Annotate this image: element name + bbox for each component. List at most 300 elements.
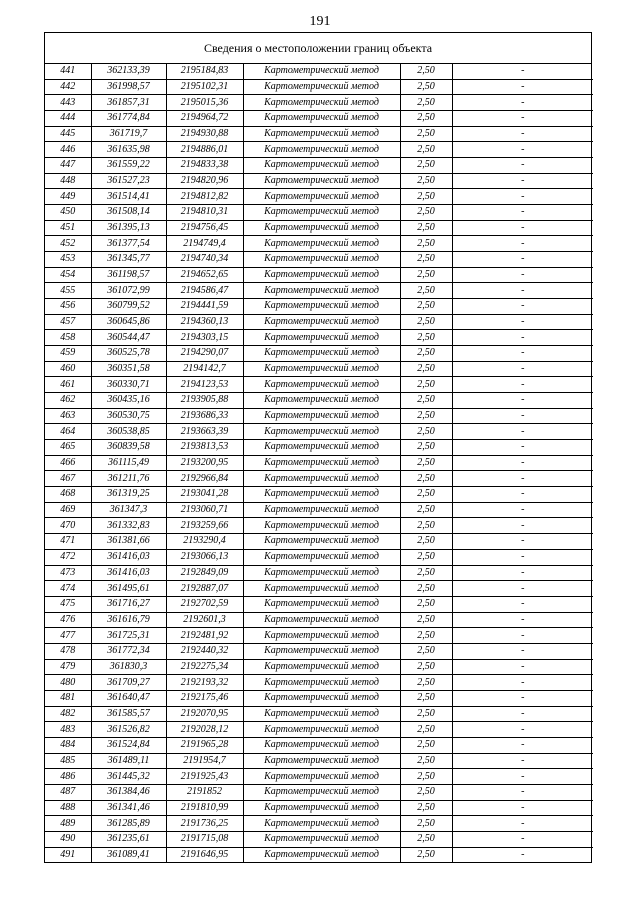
table-row xyxy=(45,487,593,503)
table-row xyxy=(45,549,593,565)
method-cell: Картометрический метод xyxy=(243,330,400,346)
y-coordinate-cell: 2194652,65 xyxy=(166,267,243,283)
x-coordinate-cell: 361445,32 xyxy=(91,769,166,785)
table-row xyxy=(45,111,593,127)
y-coordinate-cell: 2195184,83 xyxy=(166,64,243,79)
point-number-cell: 474 xyxy=(45,581,91,597)
x-coordinate-cell: 361089,41 xyxy=(91,847,166,862)
method-cell: Картометрический метод xyxy=(243,690,400,706)
y-coordinate-cell: 2192849,09 xyxy=(166,565,243,581)
accuracy-cell: 2,50 xyxy=(400,565,452,581)
point-number-cell: 471 xyxy=(45,534,91,550)
method-cell: Картометрический метод xyxy=(243,142,400,158)
y-coordinate-cell: 2193290,4 xyxy=(166,534,243,550)
y-coordinate-cell: 2193200,95 xyxy=(166,455,243,471)
table-row xyxy=(45,283,593,299)
y-coordinate-cell: 2192193,32 xyxy=(166,675,243,691)
accuracy-cell: 2,50 xyxy=(400,64,452,79)
method-cell: Картометрический метод xyxy=(243,518,400,534)
accuracy-cell: 2,50 xyxy=(400,706,452,722)
accuracy-cell: 2,50 xyxy=(400,690,452,706)
y-coordinate-cell: 2192440,32 xyxy=(166,643,243,659)
point-number-cell: 461 xyxy=(45,377,91,393)
accuracy-cell: 2,50 xyxy=(400,518,452,534)
x-coordinate-cell: 361709,27 xyxy=(91,675,166,691)
method-cell: Картометрический метод xyxy=(243,424,400,440)
table-row xyxy=(45,299,593,315)
x-coordinate-cell: 360645,86 xyxy=(91,314,166,330)
method-cell: Картометрический метод xyxy=(243,612,400,628)
description-cell: - xyxy=(452,534,593,550)
table-row xyxy=(45,440,593,456)
y-coordinate-cell: 2192070,95 xyxy=(166,706,243,722)
description-cell: - xyxy=(452,283,593,299)
description-cell: - xyxy=(452,377,593,393)
point-number-cell: 460 xyxy=(45,361,91,377)
table-row xyxy=(45,690,593,706)
x-coordinate-cell: 361347,3 xyxy=(91,502,166,518)
point-number-cell: 490 xyxy=(45,831,91,847)
x-coordinate-cell: 361857,31 xyxy=(91,95,166,111)
table-row xyxy=(45,64,593,79)
y-coordinate-cell: 2193041,28 xyxy=(166,487,243,503)
point-number-cell: 445 xyxy=(45,126,91,142)
description-cell: - xyxy=(452,847,593,862)
point-number-cell: 462 xyxy=(45,393,91,409)
description-cell: - xyxy=(452,126,593,142)
table-row xyxy=(45,612,593,628)
point-number-cell: 488 xyxy=(45,800,91,816)
y-coordinate-cell: 2191925,43 xyxy=(166,769,243,785)
table-row xyxy=(45,408,593,424)
accuracy-cell: 2,50 xyxy=(400,722,452,738)
y-coordinate-cell: 2193813,53 xyxy=(166,440,243,456)
table-row xyxy=(45,361,593,377)
description-cell: - xyxy=(452,455,593,471)
x-coordinate-cell: 361395,13 xyxy=(91,220,166,236)
x-coordinate-cell: 361719,7 xyxy=(91,126,166,142)
y-coordinate-cell: 2191965,28 xyxy=(166,737,243,753)
point-number-cell: 489 xyxy=(45,816,91,832)
method-cell: Картометрический метод xyxy=(243,784,400,800)
x-coordinate-cell: 361585,57 xyxy=(91,706,166,722)
description-cell: - xyxy=(452,205,593,221)
description-cell: - xyxy=(452,142,593,158)
x-coordinate-cell: 361235,61 xyxy=(91,831,166,847)
coordinates-table xyxy=(45,64,593,862)
table-row xyxy=(45,455,593,471)
point-number-cell: 482 xyxy=(45,706,91,722)
table-row xyxy=(45,142,593,158)
point-number-cell: 454 xyxy=(45,267,91,283)
description-cell: - xyxy=(452,220,593,236)
point-number-cell: 465 xyxy=(45,440,91,456)
table-row xyxy=(45,330,593,346)
method-cell: Картометрический метод xyxy=(243,706,400,722)
description-cell: - xyxy=(452,596,593,612)
point-number-cell: 456 xyxy=(45,299,91,315)
table-body xyxy=(45,64,593,862)
table-row xyxy=(45,346,593,362)
method-cell: Картометрический метод xyxy=(243,393,400,409)
coordinates-frame xyxy=(44,32,592,863)
description-cell: - xyxy=(452,502,593,518)
description-cell: - xyxy=(452,299,593,315)
y-coordinate-cell: 2191736,25 xyxy=(166,816,243,832)
point-number-cell: 464 xyxy=(45,424,91,440)
point-number-cell: 452 xyxy=(45,236,91,252)
point-number-cell: 458 xyxy=(45,330,91,346)
point-number-cell: 476 xyxy=(45,612,91,628)
method-cell: Картометрический метод xyxy=(243,659,400,675)
accuracy-cell: 2,50 xyxy=(400,471,452,487)
description-cell: - xyxy=(452,487,593,503)
description-cell: - xyxy=(452,361,593,377)
method-cell: Картометрический метод xyxy=(243,471,400,487)
x-coordinate-cell: 361341,46 xyxy=(91,800,166,816)
description-cell: - xyxy=(452,79,593,95)
description-cell: - xyxy=(452,581,593,597)
table-row xyxy=(45,95,593,111)
y-coordinate-cell: 2194756,45 xyxy=(166,220,243,236)
method-cell: Картометрический метод xyxy=(243,173,400,189)
point-number-cell: 485 xyxy=(45,753,91,769)
y-coordinate-cell: 2194303,15 xyxy=(166,330,243,346)
description-cell: - xyxy=(452,408,593,424)
x-coordinate-cell: 361774,84 xyxy=(91,111,166,127)
table-row xyxy=(45,784,593,800)
table-row xyxy=(45,753,593,769)
table-row xyxy=(45,79,593,95)
description-cell: - xyxy=(452,252,593,268)
y-coordinate-cell: 2194749,4 xyxy=(166,236,243,252)
description-cell: - xyxy=(452,565,593,581)
description-cell: - xyxy=(452,95,593,111)
point-number-cell: 481 xyxy=(45,690,91,706)
point-number-cell: 470 xyxy=(45,518,91,534)
point-number-cell: 477 xyxy=(45,628,91,644)
description-cell: - xyxy=(452,690,593,706)
table-row xyxy=(45,769,593,785)
method-cell: Картометрический метод xyxy=(243,581,400,597)
method-cell: Картометрический метод xyxy=(243,314,400,330)
accuracy-cell: 2,50 xyxy=(400,769,452,785)
y-coordinate-cell: 2192175,46 xyxy=(166,690,243,706)
accuracy-cell: 2,50 xyxy=(400,79,452,95)
description-cell: - xyxy=(452,753,593,769)
point-number-cell: 448 xyxy=(45,173,91,189)
table-row xyxy=(45,471,593,487)
table-row xyxy=(45,659,593,675)
description-cell: - xyxy=(452,831,593,847)
accuracy-cell: 2,50 xyxy=(400,361,452,377)
description-cell: - xyxy=(452,612,593,628)
point-number-cell: 444 xyxy=(45,111,91,127)
table-row xyxy=(45,377,593,393)
method-cell: Картометрический метод xyxy=(243,596,400,612)
y-coordinate-cell: 2191954,7 xyxy=(166,753,243,769)
method-cell: Картометрический метод xyxy=(243,189,400,205)
method-cell: Картометрический метод xyxy=(243,831,400,847)
x-coordinate-cell: 362133,39 xyxy=(91,64,166,79)
point-number-cell: 479 xyxy=(45,659,91,675)
accuracy-cell: 2,50 xyxy=(400,142,452,158)
point-number-cell: 484 xyxy=(45,737,91,753)
description-cell: - xyxy=(452,737,593,753)
point-number-cell: 441 xyxy=(45,64,91,79)
x-coordinate-cell: 361508,14 xyxy=(91,205,166,221)
y-coordinate-cell: 2193060,71 xyxy=(166,502,243,518)
method-cell: Картометрический метод xyxy=(243,534,400,550)
x-coordinate-cell: 361640,47 xyxy=(91,690,166,706)
accuracy-cell: 2,50 xyxy=(400,126,452,142)
accuracy-cell: 2,50 xyxy=(400,628,452,644)
description-cell: - xyxy=(452,440,593,456)
point-number-cell: 449 xyxy=(45,189,91,205)
method-cell: Картометрический метод xyxy=(243,79,400,95)
page-number: 191 xyxy=(309,14,331,29)
method-cell: Картометрический метод xyxy=(243,800,400,816)
accuracy-cell: 2,50 xyxy=(400,424,452,440)
y-coordinate-cell: 2192887,07 xyxy=(166,581,243,597)
accuracy-cell: 2,50 xyxy=(400,95,452,111)
point-number-cell: 487 xyxy=(45,784,91,800)
x-coordinate-cell: 360525,78 xyxy=(91,346,166,362)
description-cell: - xyxy=(452,816,593,832)
y-coordinate-cell: 2194964,72 xyxy=(166,111,243,127)
y-coordinate-cell: 2192481,92 xyxy=(166,628,243,644)
y-coordinate-cell: 2192966,84 xyxy=(166,471,243,487)
accuracy-cell: 2,50 xyxy=(400,737,452,753)
table-row xyxy=(45,252,593,268)
table-row xyxy=(45,722,593,738)
description-cell: - xyxy=(452,659,593,675)
accuracy-cell: 2,50 xyxy=(400,408,452,424)
method-cell: Картометрический метод xyxy=(243,111,400,127)
y-coordinate-cell: 2194930,88 xyxy=(166,126,243,142)
x-coordinate-cell: 361211,76 xyxy=(91,471,166,487)
x-coordinate-cell: 361115,49 xyxy=(91,455,166,471)
accuracy-cell: 2,50 xyxy=(400,283,452,299)
accuracy-cell: 2,50 xyxy=(400,252,452,268)
accuracy-cell: 2,50 xyxy=(400,220,452,236)
y-coordinate-cell: 2194820,96 xyxy=(166,173,243,189)
description-cell: - xyxy=(452,518,593,534)
y-coordinate-cell: 2193663,39 xyxy=(166,424,243,440)
method-cell: Картометрический метод xyxy=(243,628,400,644)
y-coordinate-cell: 2191852 xyxy=(166,784,243,800)
y-coordinate-cell: 2192028,12 xyxy=(166,722,243,738)
table-row xyxy=(45,424,593,440)
x-coordinate-cell: 360330,71 xyxy=(91,377,166,393)
method-cell: Картометрический метод xyxy=(243,722,400,738)
table-row xyxy=(45,816,593,832)
y-coordinate-cell: 2193905,88 xyxy=(166,393,243,409)
method-cell: Картометрический метод xyxy=(243,64,400,79)
accuracy-cell: 2,50 xyxy=(400,236,452,252)
accuracy-cell: 2,50 xyxy=(400,205,452,221)
table-row xyxy=(45,393,593,409)
point-number-cell: 473 xyxy=(45,565,91,581)
y-coordinate-cell: 2194810,31 xyxy=(166,205,243,221)
point-number-cell: 451 xyxy=(45,220,91,236)
method-cell: Картометрический метод xyxy=(243,205,400,221)
x-coordinate-cell: 361524,84 xyxy=(91,737,166,753)
method-cell: Картометрический метод xyxy=(243,346,400,362)
accuracy-cell: 2,50 xyxy=(400,314,452,330)
point-number-cell: 486 xyxy=(45,769,91,785)
accuracy-cell: 2,50 xyxy=(400,158,452,174)
x-coordinate-cell: 361285,89 xyxy=(91,816,166,832)
x-coordinate-cell: 361526,82 xyxy=(91,722,166,738)
description-cell: - xyxy=(452,393,593,409)
accuracy-cell: 2,50 xyxy=(400,440,452,456)
x-coordinate-cell: 361830,3 xyxy=(91,659,166,675)
description-cell: - xyxy=(452,330,593,346)
y-coordinate-cell: 2194290,07 xyxy=(166,346,243,362)
accuracy-cell: 2,50 xyxy=(400,393,452,409)
y-coordinate-cell: 2193259,66 xyxy=(166,518,243,534)
method-cell: Картометрический метод xyxy=(243,95,400,111)
method-cell: Картометрический метод xyxy=(243,675,400,691)
y-coordinate-cell: 2194360,13 xyxy=(166,314,243,330)
table-row xyxy=(45,502,593,518)
accuracy-cell: 2,50 xyxy=(400,173,452,189)
description-cell: - xyxy=(452,173,593,189)
table-header-title: Сведения о местоположении границ объекта xyxy=(45,33,591,64)
x-coordinate-cell: 361616,79 xyxy=(91,612,166,628)
accuracy-cell: 2,50 xyxy=(400,377,452,393)
method-cell: Картометрический метод xyxy=(243,737,400,753)
y-coordinate-cell: 2194833,38 xyxy=(166,158,243,174)
description-cell: - xyxy=(452,784,593,800)
method-cell: Картометрический метод xyxy=(243,408,400,424)
description-cell: - xyxy=(452,158,593,174)
method-cell: Картометрический метод xyxy=(243,440,400,456)
point-number-cell: 478 xyxy=(45,643,91,659)
x-coordinate-cell: 361495,61 xyxy=(91,581,166,597)
table-row xyxy=(45,158,593,174)
description-cell: - xyxy=(452,267,593,283)
point-number-cell: 457 xyxy=(45,314,91,330)
x-coordinate-cell: 361514,41 xyxy=(91,189,166,205)
method-cell: Картометрический метод xyxy=(243,220,400,236)
method-cell: Картометрический метод xyxy=(243,236,400,252)
table-row xyxy=(45,314,593,330)
method-cell: Картометрический метод xyxy=(243,769,400,785)
y-coordinate-cell: 2192601,3 xyxy=(166,612,243,628)
description-cell: - xyxy=(452,314,593,330)
x-coordinate-cell: 361716,27 xyxy=(91,596,166,612)
table-row xyxy=(45,675,593,691)
accuracy-cell: 2,50 xyxy=(400,612,452,628)
accuracy-cell: 2,50 xyxy=(400,596,452,612)
y-coordinate-cell: 2193066,13 xyxy=(166,549,243,565)
method-cell: Картометрический метод xyxy=(243,502,400,518)
method-cell: Картометрический метод xyxy=(243,283,400,299)
x-coordinate-cell: 361198,57 xyxy=(91,267,166,283)
accuracy-cell: 2,50 xyxy=(400,111,452,127)
point-number-cell: 442 xyxy=(45,79,91,95)
method-cell: Картометрический метод xyxy=(243,299,400,315)
x-coordinate-cell: 361377,54 xyxy=(91,236,166,252)
accuracy-cell: 2,50 xyxy=(400,831,452,847)
table-row xyxy=(45,831,593,847)
x-coordinate-cell: 360544,47 xyxy=(91,330,166,346)
table-row xyxy=(45,565,593,581)
y-coordinate-cell: 2194812,82 xyxy=(166,189,243,205)
point-number-cell: 446 xyxy=(45,142,91,158)
accuracy-cell: 2,50 xyxy=(400,299,452,315)
table-row xyxy=(45,518,593,534)
description-cell: - xyxy=(452,769,593,785)
accuracy-cell: 2,50 xyxy=(400,643,452,659)
description-cell: - xyxy=(452,236,593,252)
accuracy-cell: 2,50 xyxy=(400,847,452,862)
method-cell: Картометрический метод xyxy=(243,847,400,862)
x-coordinate-cell: 360435,16 xyxy=(91,393,166,409)
x-coordinate-cell: 361998,57 xyxy=(91,79,166,95)
x-coordinate-cell: 361772,34 xyxy=(91,643,166,659)
y-coordinate-cell: 2194586,47 xyxy=(166,283,243,299)
y-coordinate-cell: 2191715,08 xyxy=(166,831,243,847)
y-coordinate-cell: 2194441,59 xyxy=(166,299,243,315)
method-cell: Картометрический метод xyxy=(243,252,400,268)
x-coordinate-cell: 361072,99 xyxy=(91,283,166,299)
table-row xyxy=(45,236,593,252)
x-coordinate-cell: 361559,22 xyxy=(91,158,166,174)
y-coordinate-cell: 2194142,7 xyxy=(166,361,243,377)
accuracy-cell: 2,50 xyxy=(400,455,452,471)
x-coordinate-cell: 360839,58 xyxy=(91,440,166,456)
method-cell: Картометрический метод xyxy=(243,643,400,659)
x-coordinate-cell: 361416,03 xyxy=(91,565,166,581)
description-cell: - xyxy=(452,643,593,659)
description-cell: - xyxy=(452,111,593,127)
description-cell: - xyxy=(452,722,593,738)
x-coordinate-cell: 360351,58 xyxy=(91,361,166,377)
x-coordinate-cell: 361489,11 xyxy=(91,753,166,769)
table-row xyxy=(45,643,593,659)
table-row xyxy=(45,126,593,142)
table-row xyxy=(45,220,593,236)
accuracy-cell: 2,50 xyxy=(400,189,452,205)
y-coordinate-cell: 2191646,95 xyxy=(166,847,243,862)
point-number-cell: 483 xyxy=(45,722,91,738)
accuracy-cell: 2,50 xyxy=(400,534,452,550)
accuracy-cell: 2,50 xyxy=(400,784,452,800)
table-row xyxy=(45,737,593,753)
point-number-cell: 453 xyxy=(45,252,91,268)
x-coordinate-cell: 360538,85 xyxy=(91,424,166,440)
point-number-cell: 466 xyxy=(45,455,91,471)
description-cell: - xyxy=(452,189,593,205)
y-coordinate-cell: 2194123,53 xyxy=(166,377,243,393)
method-cell: Картометрический метод xyxy=(243,126,400,142)
description-cell: - xyxy=(452,64,593,79)
method-cell: Картометрический метод xyxy=(243,158,400,174)
description-cell: - xyxy=(452,675,593,691)
x-coordinate-cell: 361332,83 xyxy=(91,518,166,534)
accuracy-cell: 2,50 xyxy=(400,549,452,565)
y-coordinate-cell: 2195015,36 xyxy=(166,95,243,111)
accuracy-cell: 2,50 xyxy=(400,675,452,691)
y-coordinate-cell: 2194886,01 xyxy=(166,142,243,158)
point-number-cell: 469 xyxy=(45,502,91,518)
point-number-cell: 463 xyxy=(45,408,91,424)
point-number-cell: 447 xyxy=(45,158,91,174)
description-cell: - xyxy=(452,424,593,440)
